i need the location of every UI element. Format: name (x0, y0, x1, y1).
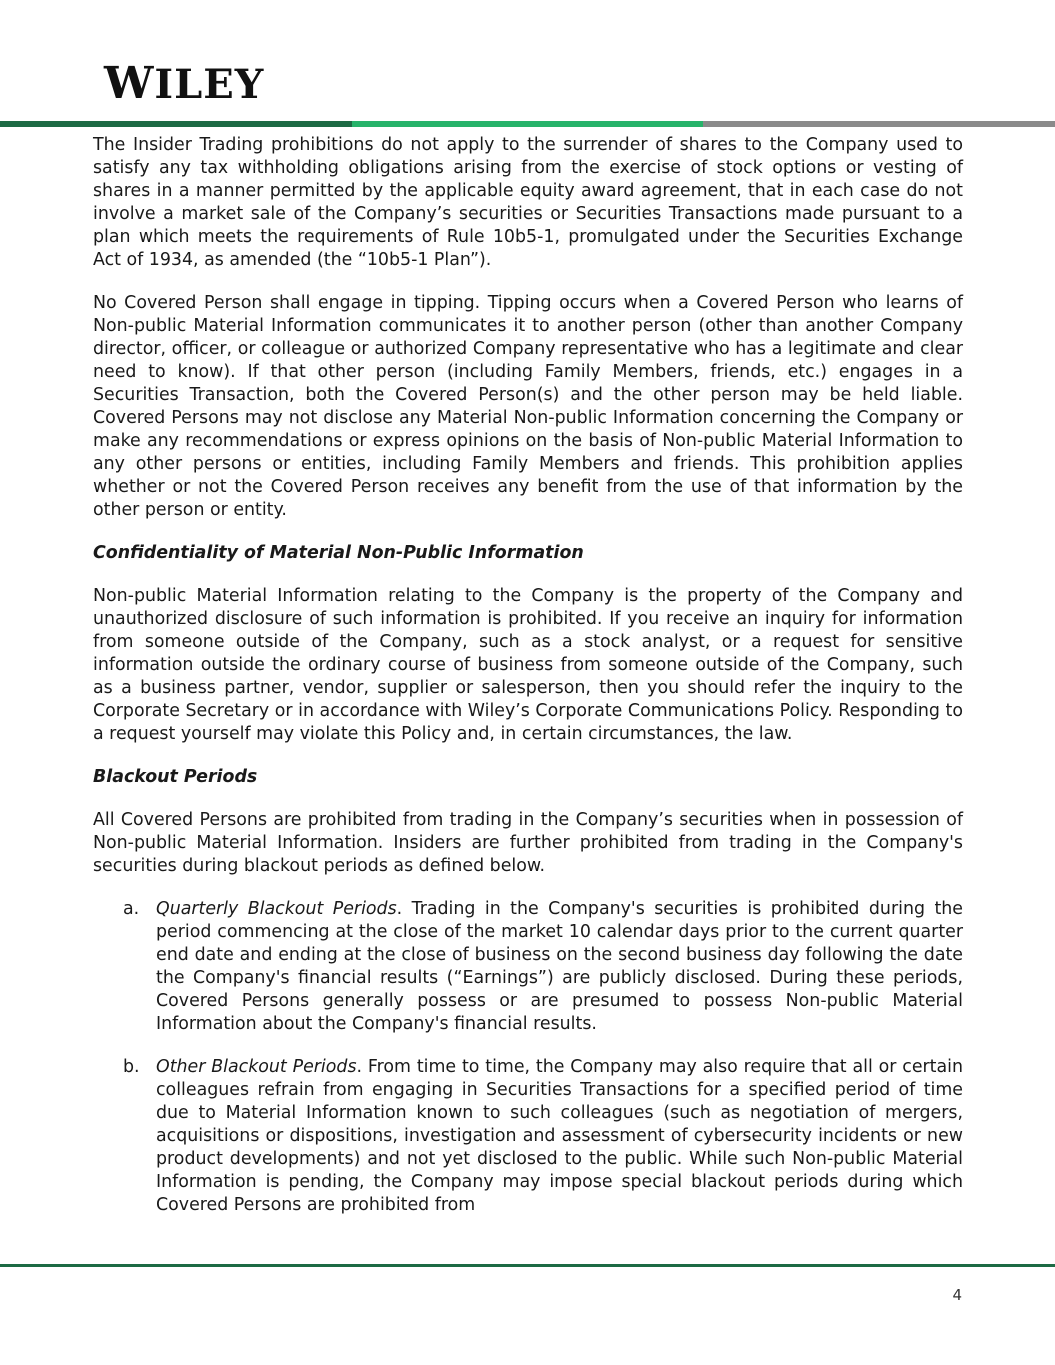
list-marker: a. (123, 899, 140, 919)
heading-confidentiality: Confidentiality of Material Non-Public Information (93, 543, 584, 563)
list-item-quarterly-blackout (93, 898, 963, 1036)
list-item-text: . Trading in the Company's securities is prohibited during the period commencing at the close of the market 10 calendar days prior to the current quarter end date and ending at the close of business on the second business day following the date the Company's financial results (“Earnings”) are publicly disclosed. During these periods, Covered Persons generally possess or are presumed to possess Non-public Material Information about the Company's financial results. (156, 899, 963, 1034)
heading-blackout-periods: Blackout Periods (93, 767, 258, 787)
list-item-body (156, 898, 963, 1036)
logo-rest: ILEY (154, 61, 265, 108)
document-body (93, 134, 963, 1237)
list-item-text: . From time to time, the Company may also require that all or certain colleagues refrain from engaging in Securities Transactions for a specified period of time due to Material Information known to such colleagues (such as negotiation of mergers, acquisitions or dispositions, investigation and assessment of cybersecurity incidents or new product developments) and not yet disclosed to the public. While such Non-public Material Information is pending, the Company may impose special blackout periods during which Covered Persons are prohibited from (156, 1057, 964, 1215)
list-item-title: Quarterly Blackout Periods (156, 899, 397, 919)
list-item-title: Other Blackout Periods (156, 1057, 357, 1077)
paragraph-blackout-intro: All Covered Persons are prohibited from trading in the Company’s securities when in possession of Non-public Material Information. Insiders are further prohibited from trading in the Company's securities during blackout periods as defined below. (93, 810, 963, 876)
header-color-bar (0, 121, 1055, 127)
paragraph-confidentiality: Non-public Material Information relating to the Company is the property of the Company and unauthorized disclosure of such information is prohibited. If you receive an inquiry for information from someone outside of the Company, such as a stock analyst, or a request for sensitive information outside the ordinary course of business from someone outside of the Company, such as a business partner, vendor, supplier or salesperson, then you should refer the inquiry to the Corporate Secretary or in accordance with Wiley’s Corporate Communications Policy. Responding to a request yourself may violate this Policy and, in certain circumstances, the law. (93, 586, 963, 744)
list-item-body (156, 1056, 963, 1217)
list-marker: b. (123, 1057, 140, 1077)
logo-initial: W (104, 58, 155, 109)
paragraph-tipping: No Covered Person shall engage in tipping. Tipping occurs when a Covered Person who learns of Non-public Material Information communicates it to another person (other than another Company director, officer, or colleague or authorized Company representative who has a legitimate and clear need to know). If that other person (including Family Members, friends, etc.) engages in a Securities Transaction, both the Covered Person(s) and the other person may be held liable. Covered Persons may not disclose any Material Non-public Information concerning the Company or make any recommendations or express opinions on the basis of Non-public Material Information to any other persons or entities, including Family Members and friends. This prohibition applies whether or not the Covered Person receives any benefit from the use of that information by the other person or entity. (93, 293, 963, 520)
header-bar-segment-dark-green (0, 121, 352, 127)
page-number: 4 (952, 1286, 962, 1304)
wiley-logo (104, 58, 265, 109)
paragraph-exceptions: The Insider Trading prohibitions do not apply to the surrender of shares to the Company used to satisfy any tax withholding obligations arising from the exercise of stock options or vesting of shares in a manner permitted by the applicable equity award agreement, that in each case do not involve a market sale of the Company’s securities or Securities Transactions made pursuant to a plan which meets the requirements of Rule 10b5-1, promulgated under the Securities Exchange Act of 1934, as amended (the “10b5-1 Plan”). (93, 135, 963, 270)
footer-rule (0, 1264, 1055, 1267)
header-bar-segment-gray (703, 121, 1055, 127)
list-item-other-blackout (93, 1056, 963, 1217)
header-bar-segment-light-green (352, 121, 703, 127)
